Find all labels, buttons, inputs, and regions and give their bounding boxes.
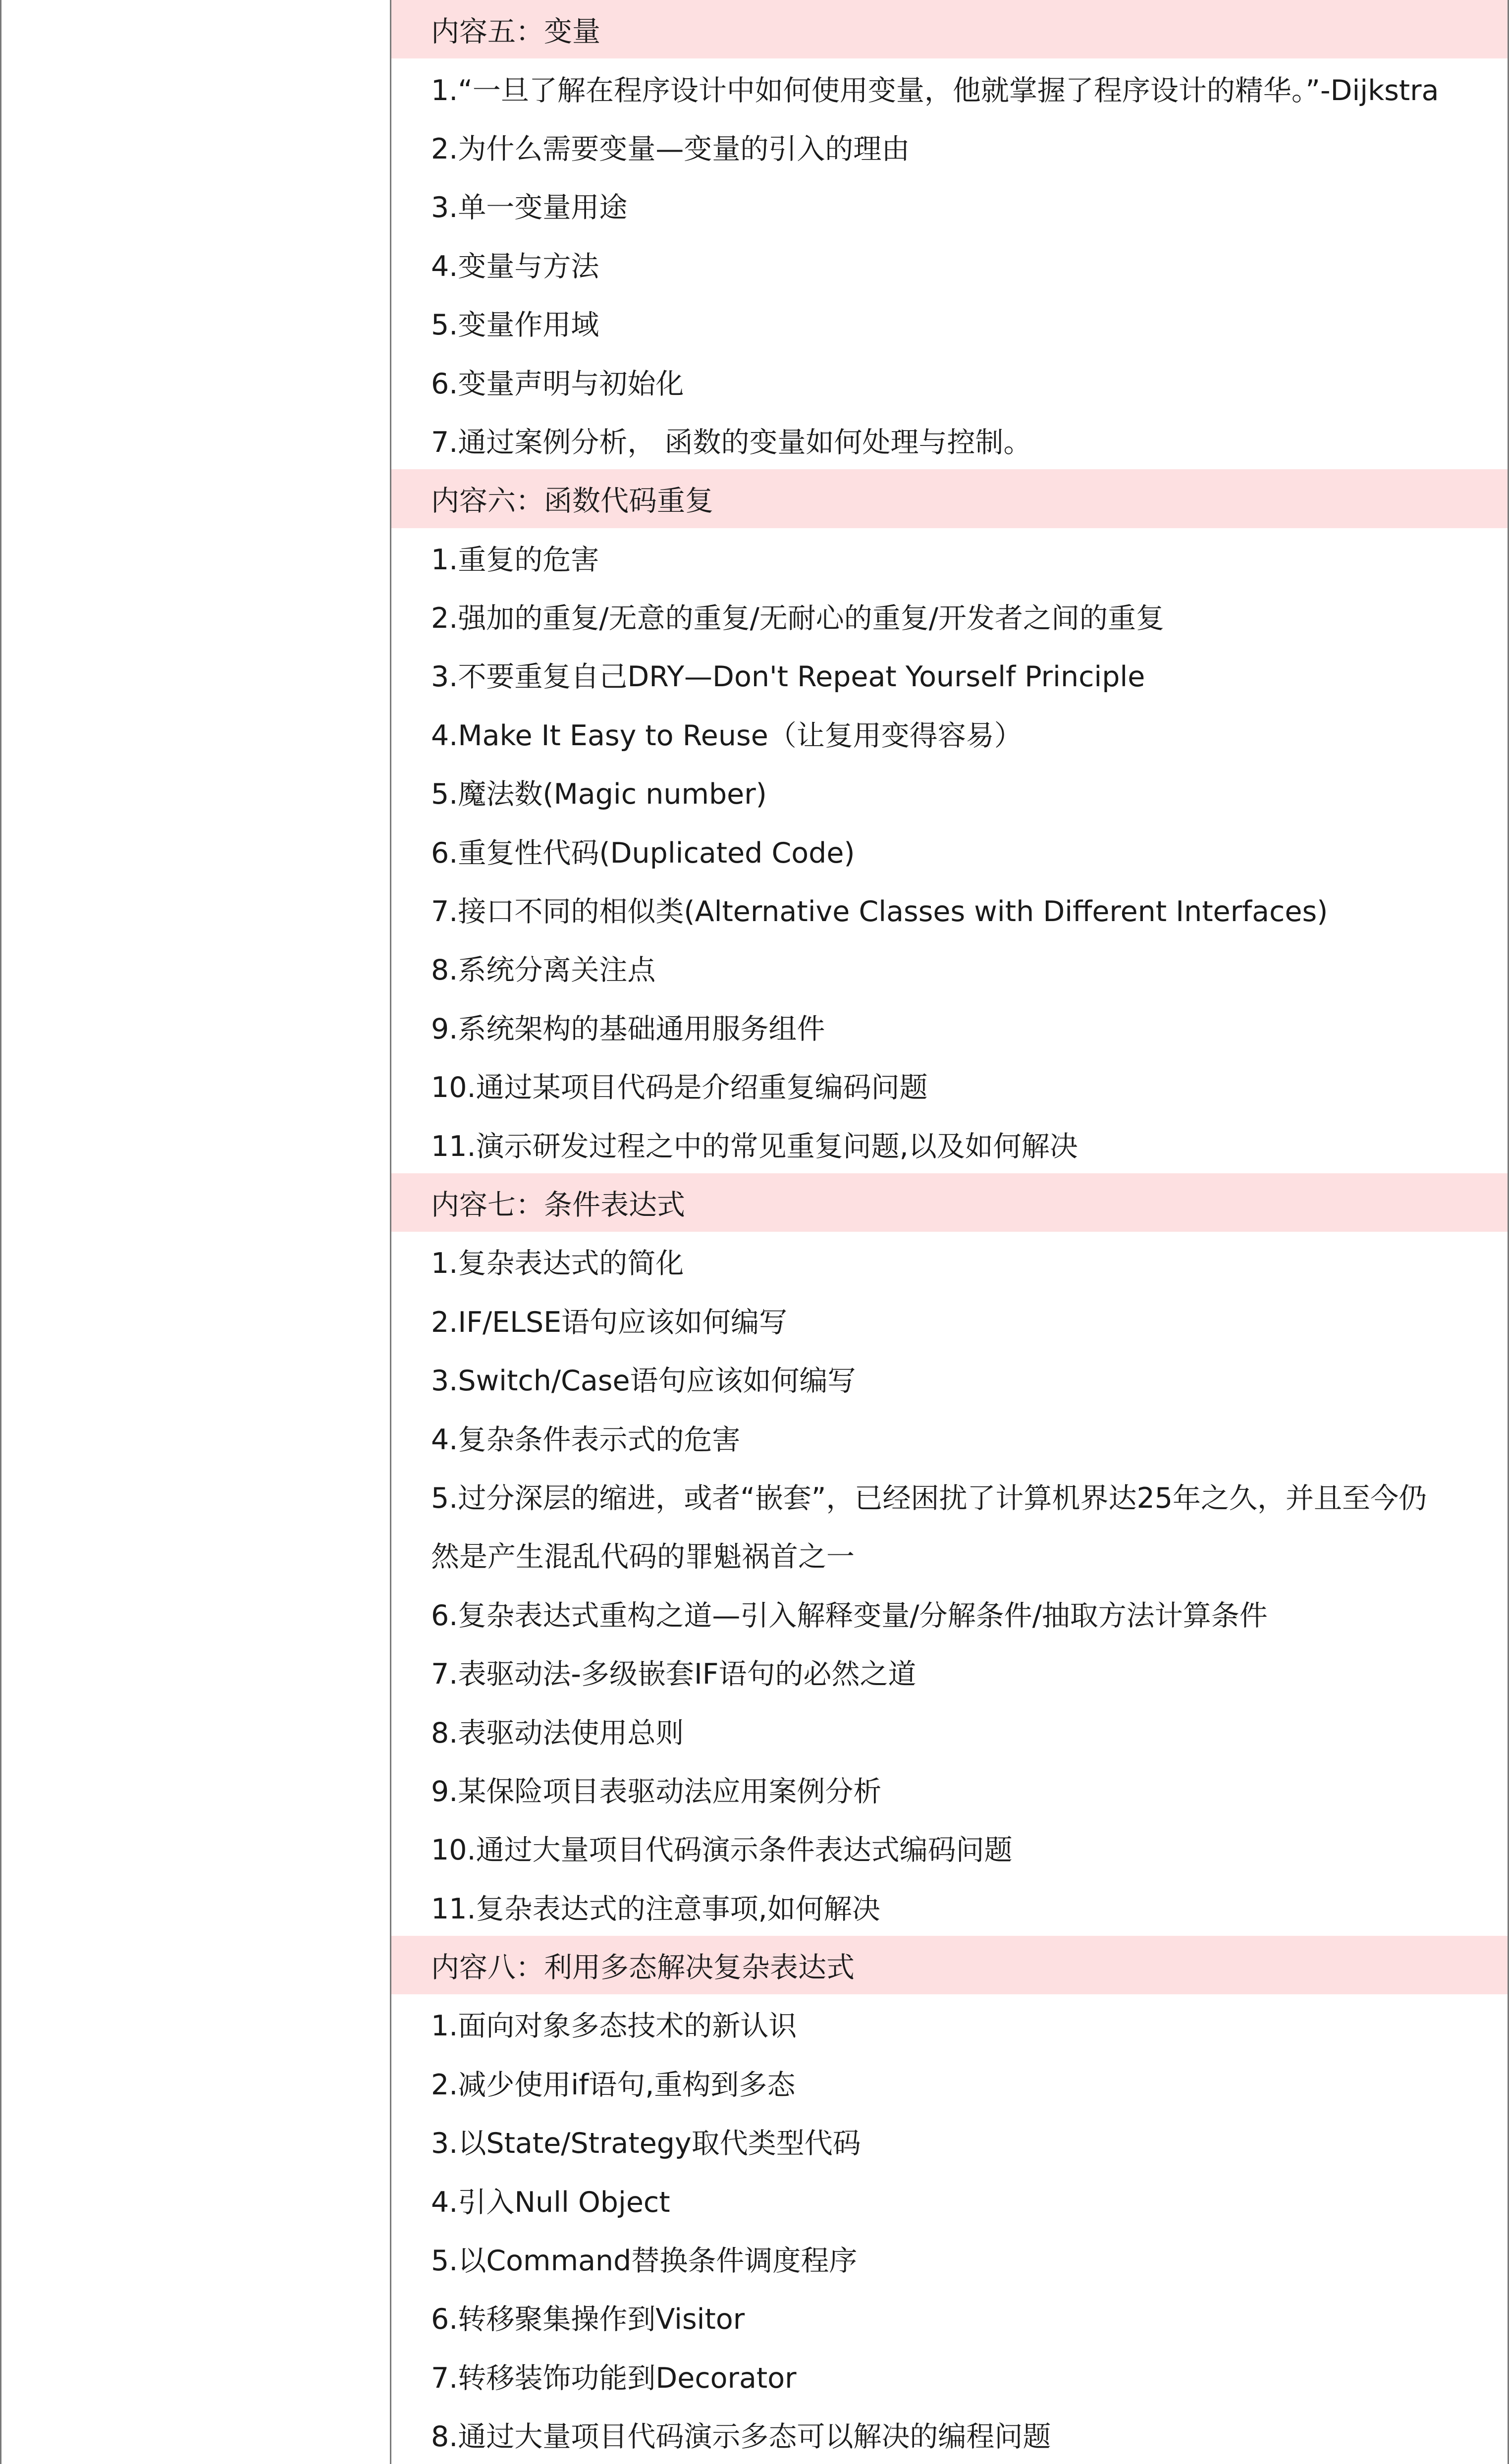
list-item: 4.Make It Easy to Reuse（让复用变得容易） (431, 719, 1023, 752)
list-item: 2.强加的重复/无意的重复/无耐心的重复/开发者之间的重复 (431, 602, 1164, 635)
list-item: 6.复杂表达式重构之道—引入解释变量/分解条件/抽取方法计算条件 (431, 1599, 1268, 1632)
list-item: 11.演示研发过程之中的常见重复问题,以及如何解决 (431, 1130, 1078, 1163)
list-item: 10.通过某项目代码是介绍重复编码问题 (431, 1071, 928, 1104)
section-header-polymorphism: 内容八：利用多态解决复杂表达式 (391, 1936, 1508, 1994)
list-item: 2.减少使用if语句,重构到多态 (431, 2068, 796, 2101)
list-item: 5.魔法数(Magic number) (431, 778, 767, 811)
list-item: 3.不要重复自己DRY—Don't Repeat Yourself Principle (431, 660, 1145, 694)
list-item: 9.系统架构的基础通用服务组件 (431, 1012, 825, 1045)
list-item: 然是产生混乱代码的罪魁祸首之一 (431, 1540, 855, 1574)
list-item: 6.转移聚集操作到Visitor (431, 2303, 745, 2336)
list-item: 2.IF/ELSE语句应该如何编写 (431, 1306, 788, 1339)
list-item: 4.引入Null Object (431, 2186, 670, 2219)
list-item: 7.通过案例分析， 函数的变量如何处理与控制。 (431, 426, 1032, 459)
list-item: 3.Switch/Case语句应该如何编写 (431, 1365, 856, 1398)
list-item: 8.系统分离关注点 (431, 954, 656, 987)
list-item: 10.通过大量项目代码演示条件表达式编码问题 (431, 1834, 1013, 1867)
section-header-code-duplication: 内容六：函数代码重复 (391, 469, 1508, 528)
list-item: 2.为什么需要变量—变量的引入的理由 (431, 132, 910, 165)
list-item: 4.复杂条件表示式的危害 (431, 1423, 741, 1456)
list-item: 11.复杂表达式的注意事项,如何解决 (431, 1892, 880, 1925)
list-item: 5.变量作用域 (431, 309, 599, 342)
list-item: 6.变量声明与初始化 (431, 367, 684, 400)
list-item: 7.转移装饰功能到Decorator (431, 2361, 797, 2395)
list-item: 9.某保险项目表驱动法应用案例分析 (431, 1775, 882, 1808)
list-item: 1.面向对象多态技术的新认识 (431, 2010, 797, 2043)
course-outline-column (391, 0, 1509, 2464)
list-item: 3.以State/Strategy取代类型代码 (431, 2127, 861, 2160)
section-header-conditional-expressions: 内容七：条件表达式 (391, 1173, 1508, 1232)
list-item: 8.表驱动法使用总则 (431, 1716, 684, 1750)
list-item: 7.表驱动法-多级嵌套IF语句的必然之道 (431, 1658, 916, 1691)
list-item: 6.重复性代码(Duplicated Code) (431, 836, 855, 870)
list-item: 1.重复的危害 (431, 543, 599, 576)
list-item: 3.单一变量用途 (431, 191, 628, 224)
section-header-variables: 内容五：变量 (391, 0, 1508, 58)
list-item: 5.过分深层的缩进，或者“嵌套”，已经困扰了计算机界达25年之久，并且至今仍 (431, 1481, 1427, 1515)
list-item: 8.通过大量项目代码演示多态可以解决的编程问题 (431, 2420, 1051, 2454)
list-item: 1.“一旦了解在程序设计中如何使用变量，他就掌握了程序设计的精华。”-Dijkstra (431, 74, 1439, 107)
list-item: 1.复杂表达式的简化 (431, 1247, 684, 1280)
left-empty-column (0, 0, 391, 2464)
list-item: 5.以Command替换条件调度程序 (431, 2245, 858, 2278)
list-item: 4.变量与方法 (431, 250, 599, 283)
list-item: 7.接口不同的相似类(Alternative Classes with Different Interfaces) (431, 895, 1328, 929)
